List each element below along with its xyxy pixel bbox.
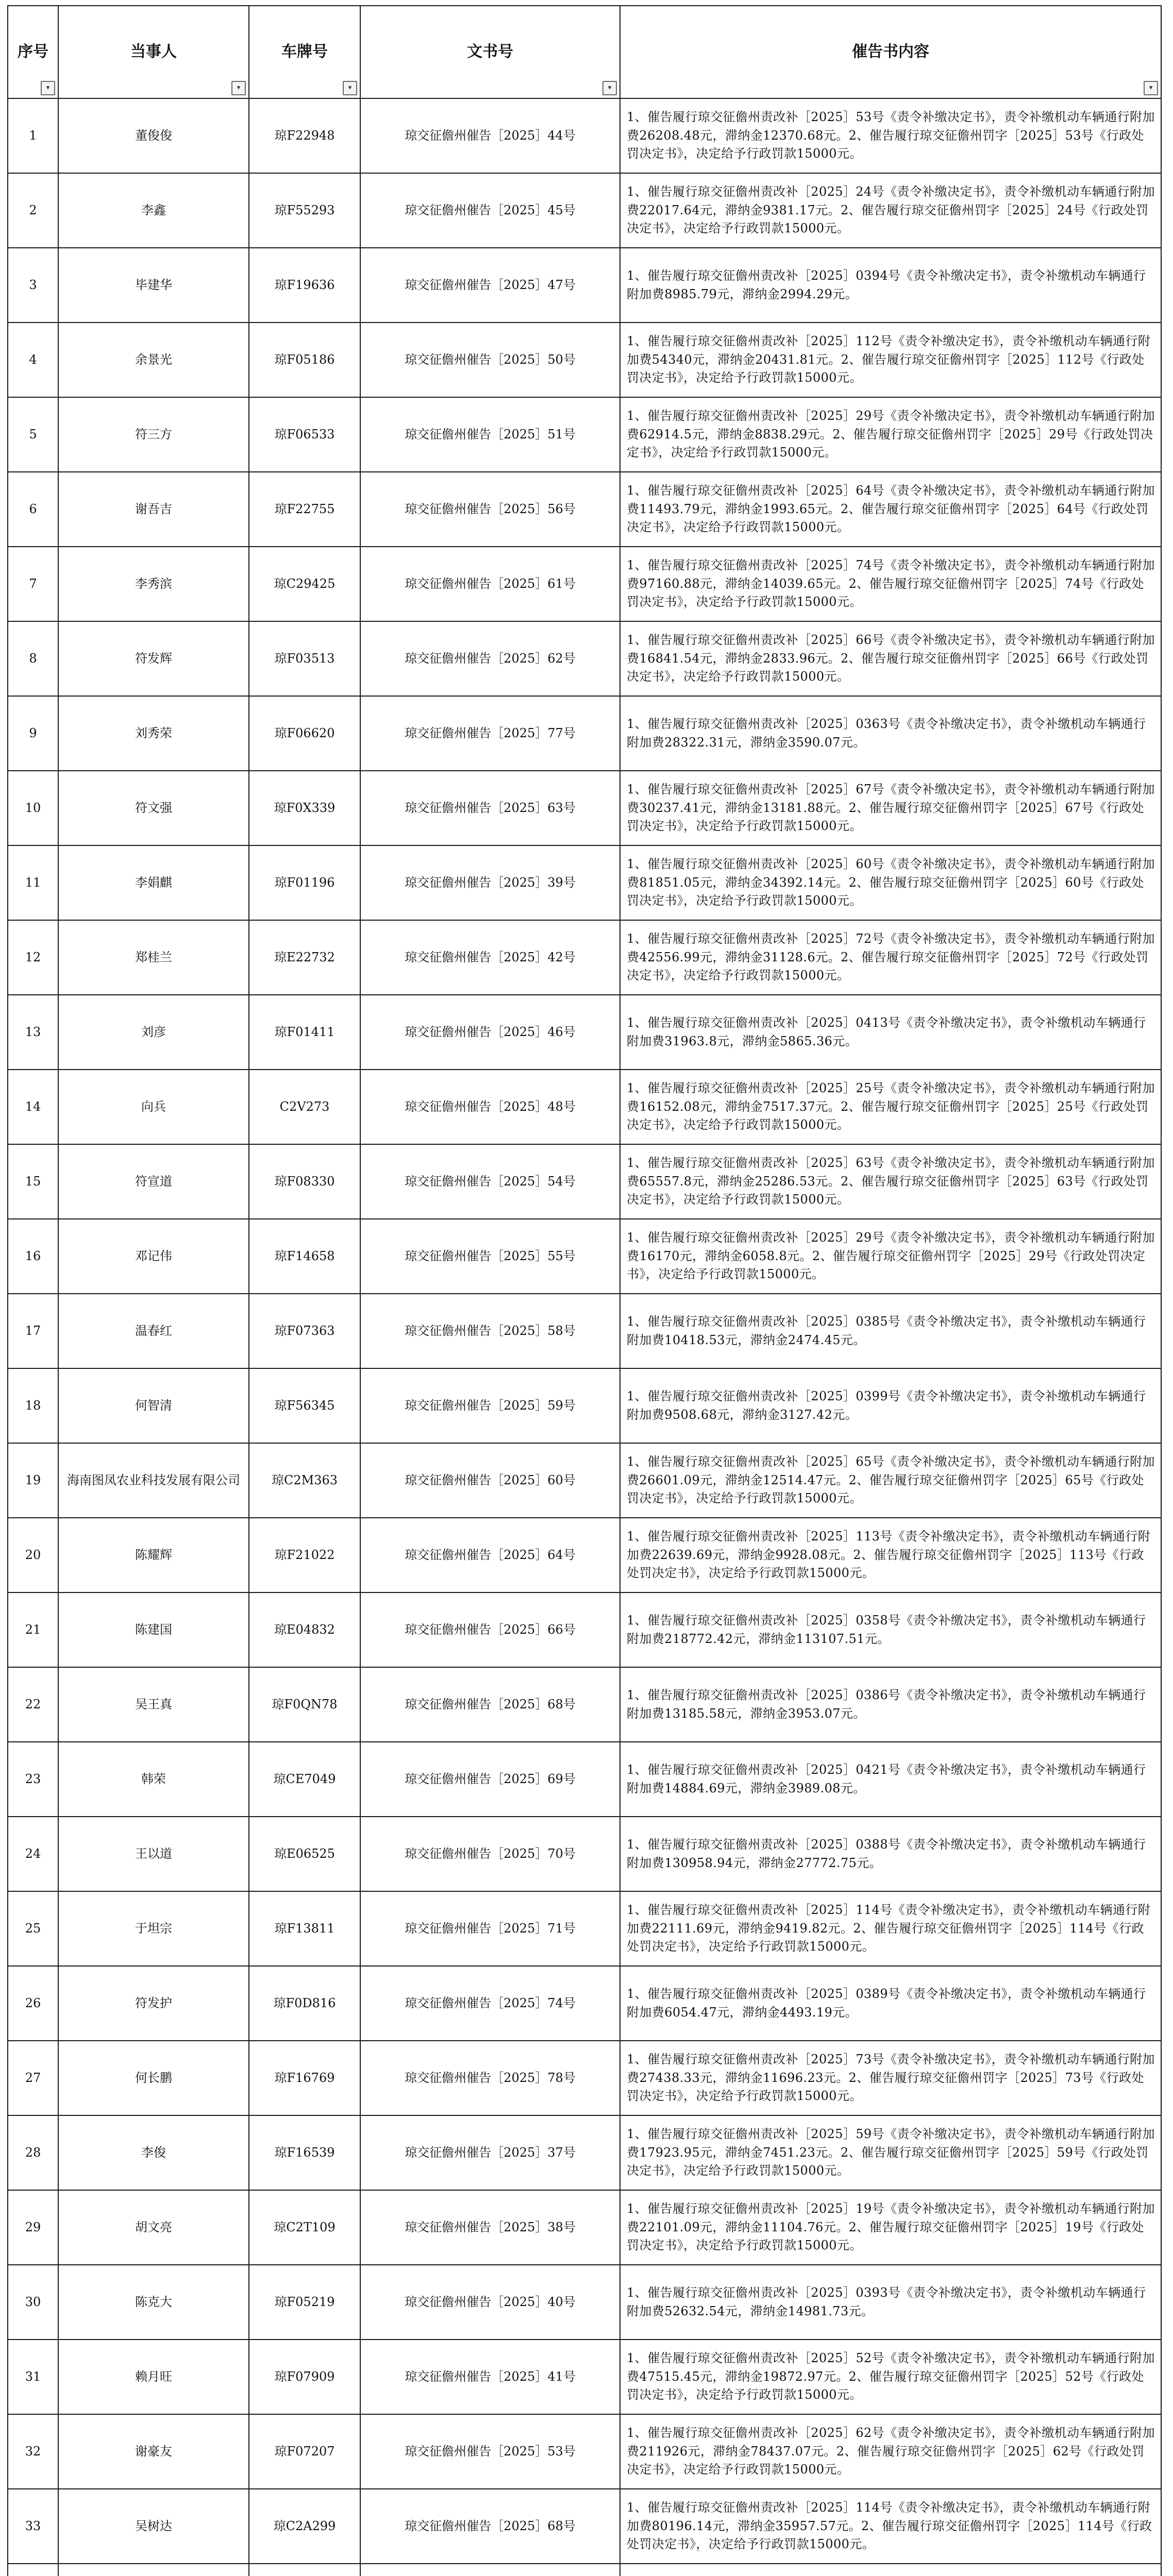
cell-doc[interactable]: 琼交征儋州催告［2025］50号 xyxy=(360,323,620,397)
cell-no[interactable]: 8 xyxy=(8,621,58,696)
cell-plate[interactable]: 琼F01196 xyxy=(249,845,360,920)
table-row xyxy=(8,173,1161,248)
table-row xyxy=(8,1368,1161,1443)
cell-doc[interactable]: 琼交征儋州催告［2025］62号 xyxy=(360,621,620,696)
cell-party[interactable]: 陈建国 xyxy=(58,1592,249,1667)
cell-plate[interactable] xyxy=(249,2564,360,2576)
header-party xyxy=(58,6,249,98)
cell-party[interactable] xyxy=(58,2564,249,2576)
cell-party[interactable]: 符宣道 xyxy=(58,1144,249,1219)
table-row xyxy=(8,1966,1161,2041)
cell-party[interactable]: 谢豪友 xyxy=(58,2414,249,2489)
cell-content[interactable]: 1、催告履行琼交征儋州责改补［2025］29号《责令补缴决定书》，责令补缴机动车辆通行附加费62914.5元，滞纳金8838.29元。2、催告履行琼交征儋州罚字［2025］29号《行政处罚决定书》，决定给予行政罚款15000元。 xyxy=(620,397,1161,472)
cell-plate[interactable]: 琼F55293 xyxy=(249,173,360,248)
cell-party[interactable]: 谢吾吉 xyxy=(58,472,249,547)
table-row xyxy=(8,696,1161,771)
table-row xyxy=(8,323,1161,397)
cell-doc[interactable]: 琼交征儋州催告［2025］70号 xyxy=(360,1817,620,1891)
cell-doc[interactable]: 琼交征儋州催告［2025］71号 xyxy=(360,1891,620,1966)
cell-plate[interactable]: 琼F16769 xyxy=(249,2041,360,2115)
cell-party[interactable]: 何智清 xyxy=(58,1368,249,1443)
cell-party[interactable]: 何长鹏 xyxy=(58,2041,249,2115)
cell-party[interactable]: 刘秀荣 xyxy=(58,696,249,771)
header-doc-label: 文书号 xyxy=(467,42,513,61)
cell-party[interactable]: 李俊 xyxy=(58,2115,249,2190)
cell-no[interactable]: 7 xyxy=(8,547,58,621)
table-row xyxy=(8,98,1161,173)
cell-no[interactable] xyxy=(8,2564,58,2576)
cell-plate[interactable]: 琼F05186 xyxy=(249,323,360,397)
table-row xyxy=(8,1219,1161,1294)
cell-no[interactable]: 29 xyxy=(8,2190,58,2265)
cell-party[interactable]: 董俊俊 xyxy=(58,98,249,173)
cell-content[interactable]: 1、催告履行琼交征儋州责改补［2025］65号《责令补缴决定书》，责令补缴机动车辆通行附加费26601.09元，滞纳金12514.47元。2、催告履行琼交征儋州罚字［2025］65号《行政处罚决定书》，决定给予行政罚款15000元。 xyxy=(620,1443,1161,1518)
cell-party[interactable]: 海南图凤农业科技发展有限公司 xyxy=(58,1443,249,1518)
cell-doc[interactable]: 琼交征儋州催告［2025］61号 xyxy=(360,547,620,621)
cell-content[interactable]: 1、催告履行琼交征儋州责改补［2025］0363号《责令补缴决定书》，责令补缴机动车辆通行附加费28322.31元，滞纳金3590.07元。 xyxy=(620,696,1161,771)
cell-no[interactable]: 1 xyxy=(8,98,58,173)
table-row xyxy=(8,472,1161,547)
cell-party[interactable]: 余景光 xyxy=(58,323,249,397)
cell-plate[interactable]: 琼F0X339 xyxy=(249,771,360,845)
cell-no[interactable]: 31 xyxy=(8,2340,58,2414)
header-doc xyxy=(360,6,620,98)
cell-content[interactable]: 1、催告履行琼交征儋州责改补［2025］63号《责令补缴决定书》，责令补缴机动车辆通行附加费65557.8元，滞纳金25286.53元。2、催告履行琼交征儋州罚字［2025］63号《行政处罚决定书》，决定给予行政罚款15000元。 xyxy=(620,1144,1161,1219)
cell-no[interactable]: 19 xyxy=(8,1443,58,1518)
cell-no[interactable]: 13 xyxy=(8,995,58,1070)
cell-doc[interactable]: 琼交征儋州催告［2025］38号 xyxy=(360,2190,620,2265)
cell-party[interactable]: 陈克大 xyxy=(58,2265,249,2340)
cell-no[interactable]: 24 xyxy=(8,1817,58,1891)
cell-no[interactable]: 5 xyxy=(8,397,58,472)
cell-plate[interactable]: 琼F16539 xyxy=(249,2115,360,2190)
cell-no[interactable]: 3 xyxy=(8,248,58,323)
cell-content[interactable]: 1、催告履行琼交征儋州责改补［2025］113号《责令补缴决定书》，责令补缴机动车辆通行附加费22639.69元，滞纳金9928.08元。2、催告履行琼交征儋州罚字［2025］113号《行政处罚决定书》，决定给予行政罚款15000元。 xyxy=(620,1518,1161,1592)
cell-plate[interactable]: 琼F14658 xyxy=(249,1219,360,1294)
table-row xyxy=(8,2414,1161,2489)
cell-no[interactable]: 11 xyxy=(8,845,58,920)
cell-doc[interactable]: 琼交征儋州催告［2025］59号 xyxy=(360,1368,620,1443)
cell-party[interactable]: 吴王真 xyxy=(58,1667,249,1742)
cell-party[interactable]: 陈耀辉 xyxy=(58,1518,249,1592)
cell-doc[interactable]: 琼交征儋州催告［2025］69号 xyxy=(360,1742,620,1817)
cell-no[interactable]: 12 xyxy=(8,920,58,995)
cell-content[interactable]: 1、催告履行琼交征儋州责改补［2025］0413号《责令补缴决定书》，责令补缴机动车辆通行附加费31963.8元，滞纳金5865.36元。 xyxy=(620,995,1161,1070)
cell-no[interactable]: 23 xyxy=(8,1742,58,1817)
header-party-label: 当事人 xyxy=(130,42,177,61)
cell-content[interactable]: 1、催告履行琼交征儋州责改补［2025］0399号《责令补缴决定书》，责令补缴机动车辆通行附加费9508.68元，滞纳金3127.42元。 xyxy=(620,1368,1161,1443)
table-row xyxy=(8,2115,1161,2190)
cell-plate[interactable]: 琼CE7049 xyxy=(249,1742,360,1817)
cell-no[interactable]: 10 xyxy=(8,771,58,845)
table-row xyxy=(8,2489,1161,2564)
cell-doc[interactable]: 琼交征儋州催告［2025］78号 xyxy=(360,2041,620,2115)
cell-no[interactable]: 27 xyxy=(8,2041,58,2115)
table-row xyxy=(8,2190,1161,2265)
cell-party[interactable]: 吴树达 xyxy=(58,2489,249,2564)
cell-no[interactable]: 14 xyxy=(8,1070,58,1144)
filter-dropdown-icon[interactable]: ▾ xyxy=(231,81,246,95)
spreadsheet-table-container xyxy=(7,5,1161,2576)
table-row xyxy=(8,2340,1161,2414)
table-row xyxy=(8,1667,1161,1742)
cell-content[interactable]: 1、催告履行琼交征儋州责改补［2025］0394号《责令补缴决定书》，责令补缴机动车辆通行附加费8985.79元，滞纳金2994.29元。 xyxy=(620,248,1161,323)
cell-party[interactable]: 于坦宗 xyxy=(58,1891,249,1966)
table-row xyxy=(8,621,1161,696)
cell-content[interactable]: 1、催告履行琼交征儋州责改补［2025］53号《责令补缴决定书》，责令补缴机动车辆通行附加费26208.48元，滞纳金12370.68元。2、催告履行琼交征儋州罚字［2025］53号《行政处罚决定书》，决定给予行政罚款15000元。 xyxy=(620,98,1161,173)
cell-content[interactable]: 1、催告履行琼交征儋州责改补［2025］0393号《责令补缴决定书》，责令补缴机动车辆通行附加费52632.54元，滞纳金14981.73元。 xyxy=(620,2265,1161,2340)
cell-plate[interactable]: 琼C2T109 xyxy=(249,2190,360,2265)
cell-party[interactable]: 毕建华 xyxy=(58,248,249,323)
cell-party[interactable]: 符三方 xyxy=(58,397,249,472)
cell-doc[interactable]: 琼交征儋州催告［2025］41号 xyxy=(360,2340,620,2414)
cell-doc[interactable]: 琼交征儋州催告［2025］74号 xyxy=(360,1966,620,2041)
cell-doc[interactable]: 琼交征儋州催告［2025］68号 xyxy=(360,2489,620,2564)
cell-plate[interactable]: 琼F22755 xyxy=(249,472,360,547)
cell-plate[interactable]: 琼F03513 xyxy=(249,621,360,696)
cell-doc[interactable]: 琼交征儋州催告［2025］45号 xyxy=(360,173,620,248)
cell-plate[interactable]: 琼E22732 xyxy=(249,920,360,995)
cell-no[interactable]: 6 xyxy=(8,472,58,547)
cell-doc[interactable]: 琼交征儋州催告［2025］68号 xyxy=(360,1667,620,1742)
cell-plate[interactable]: 琼F07909 xyxy=(249,2340,360,2414)
cell-no[interactable]: 33 xyxy=(8,2489,58,2564)
cell-plate[interactable]: 琼F56345 xyxy=(249,1368,360,1443)
cell-content[interactable]: 1、催告履行琼交征儋州责改补［2025］74号《责令补缴决定书》，责令补缴机动车辆通行附加费97160.88元，滞纳金14039.65元。2、催告履行琼交征儋州罚字［2025］74号《行政处罚决定书》，决定给予行政罚款15000元。 xyxy=(620,547,1161,621)
cell-doc[interactable]: 琼交征儋州催告［2025］44号 xyxy=(360,98,620,173)
table-row xyxy=(8,2265,1161,2340)
cell-content[interactable]: 1、催告履行琼交征儋州责改补［2025］0388号《责令补缴决定书》，责令补缴机动车辆通行附加费130958.94元，滞纳金27772.75元。 xyxy=(620,1817,1161,1891)
cell-plate[interactable]: 琼F05219 xyxy=(249,2265,360,2340)
cell-plate[interactable]: 琼F06620 xyxy=(249,696,360,771)
cell-no[interactable]: 2 xyxy=(8,173,58,248)
cell-no[interactable]: 25 xyxy=(8,1891,58,1966)
cell-content[interactable]: 1、催告履行琼交征儋州责改补［2025］114号《责令补缴决定书》，责令补缴机动车辆通行附加费22111.69元，滞纳金9419.82元。2、催告履行琼交征儋州罚字［2025］114号《行政处罚决定书》，决定给予行政罚款15000元。 xyxy=(620,1891,1161,1966)
table-body xyxy=(8,98,1161,2576)
filter-dropdown-icon[interactable]: ▾ xyxy=(41,81,55,95)
cell-plate[interactable]: 琼E04832 xyxy=(249,1592,360,1667)
cell-content[interactable]: 1、催告履行琼交征儋州责改补［2025］72号《责令补缴决定书》，责令补缴机动车辆通行附加费42556.99元，滞纳金31128.6元。2、催告履行琼交征儋州罚字［2025］72号《行政处罚决定书》，决定给予行政罚款15000元。 xyxy=(620,920,1161,995)
cell-doc[interactable]: 琼交征儋州催告［2025］51号 xyxy=(360,397,620,472)
cell-party[interactable]: 郑桂兰 xyxy=(58,920,249,995)
cell-doc[interactable] xyxy=(360,2564,620,2576)
cell-doc[interactable]: 琼交征儋州催告［2025］66号 xyxy=(360,1592,620,1667)
cell-content[interactable]: 1、催告履行琼交征儋州责改补［2025］0421号《责令补缴决定书》，责令补缴机动车辆通行附加费14884.69元，滞纳金3989.08元。 xyxy=(620,1742,1161,1817)
cell-content[interactable]: 1、催告履行琼交征儋州责改补［2025］0389号《责令补缴决定书》，责令补缴机动车辆通行附加费6054.47元，滞纳金4493.19元。 xyxy=(620,1966,1161,2041)
cell-content[interactable]: 1、催告履行琼交征儋州责改补［2025］0386号《责令补缴决定书》，责令补缴机动车辆通行附加费13185.58元，滞纳金3953.07元。 xyxy=(620,1667,1161,1742)
cell-doc[interactable]: 琼交征儋州催告［2025］56号 xyxy=(360,472,620,547)
table-row xyxy=(8,248,1161,323)
cell-content[interactable]: 1、催告履行琼交征儋州责改补［2025］114号《责令补缴决定书》，责令补缴机动车辆通行附加费80196.14元，滞纳金35957.57元。2、催告履行琼交征儋州罚字［2025］114号《行政处罚决定书》，决定给予行政罚款15000元。 xyxy=(620,2489,1161,2564)
cell-plate[interactable]: 琼F08330 xyxy=(249,1144,360,1219)
cell-no[interactable]: 32 xyxy=(8,2414,58,2489)
cell-content[interactable]: 1、催告履行琼交征儋州责改补［2025］52号《责令补缴决定书》，责令补缴机动车辆通行附加费47515.45元，滞纳金19872.97元。2、催告履行琼交征儋州罚字［2025］52号《行政处罚决定书》，决定给予行政罚款15000元。 xyxy=(620,2340,1161,2414)
header-plate xyxy=(249,6,360,98)
header-content-label: 催告书内容 xyxy=(852,42,929,61)
cell-plate[interactable]: 琼F22948 xyxy=(249,98,360,173)
cell-plate[interactable]: 琼C29425 xyxy=(249,547,360,621)
cell-party[interactable]: 王以道 xyxy=(58,1817,249,1891)
cell-party[interactable]: 邓记伟 xyxy=(58,1219,249,1294)
cell-no[interactable]: 17 xyxy=(8,1294,58,1368)
cell-plate[interactable]: 琼F06533 xyxy=(249,397,360,472)
cell-content[interactable]: 1、催告履行琼交征儋州责改补［2025］60号《责令补缴决定书》，责令补缴机动车辆通行附加费81851.05元，滞纳金34392.14元。2、催告履行琼交征儋州罚字［2025］60号《行政处罚决定书》，决定给予行政罚款15000元。 xyxy=(620,845,1161,920)
cell-content[interactable]: 1、催告履行琼交征儋州责改补［2025］62号《责令补缴决定书》，责令补缴机动车辆通行附加费211926元，滞纳金78437.07元。2、催告履行琼交征儋州罚字［2025］62号《行政处罚决定书》，决定给予行政罚款15000元。 xyxy=(620,2414,1161,2489)
cell-party[interactable]: 赖月旺 xyxy=(58,2340,249,2414)
cell-no[interactable]: 26 xyxy=(8,1966,58,2041)
cell-plate[interactable]: 琼C2A299 xyxy=(249,2489,360,2564)
cell-content[interactable]: 1、催告履行琼交征儋州责改补［2025］73号《责令补缴决定书》，责令补缴机动车辆通行附加费27438.33元，滞纳金11696.23元。2、催告履行琼交征儋州罚字［2025］73号《行政处罚决定书》，决定给予行政罚款15000元。 xyxy=(620,2041,1161,2115)
cell-content[interactable]: 1、催告履行琼交征儋州责改补［2025］59号《责令补缴决定书》，责令补缴机动车辆通行附加费17923.95元，滞纳金7451.23元。2、催告履行琼交征儋州罚字［2025］59号《行政处罚决定书》，决定给予行政罚款15000元。 xyxy=(620,2115,1161,2190)
cell-no[interactable]: 18 xyxy=(8,1368,58,1443)
cell-plate[interactable]: 琼F13811 xyxy=(249,1891,360,1966)
header-no xyxy=(8,6,58,98)
cell-party[interactable]: 胡文亮 xyxy=(58,2190,249,2265)
cell-doc[interactable]: 琼交征儋州催告［2025］77号 xyxy=(360,696,620,771)
table-row xyxy=(8,920,1161,995)
cell-doc[interactable]: 琼交征儋州催告［2025］58号 xyxy=(360,1294,620,1368)
cell-doc[interactable]: 琼交征儋州催告［2025］54号 xyxy=(360,1144,620,1219)
cell-no[interactable]: 9 xyxy=(8,696,58,771)
cell-plate[interactable]: 琼F19636 xyxy=(249,248,360,323)
header-row xyxy=(8,6,1161,98)
cell-doc[interactable]: 琼交征儋州催告［2025］48号 xyxy=(360,1070,620,1144)
header-plate-label: 车牌号 xyxy=(281,42,328,61)
filter-dropdown-icon[interactable]: ▾ xyxy=(343,81,357,95)
cell-no[interactable]: 22 xyxy=(8,1667,58,1742)
cell-plate[interactable]: 琼F21022 xyxy=(249,1518,360,1592)
table-row xyxy=(8,397,1161,472)
filter-dropdown-icon[interactable]: ▾ xyxy=(1144,81,1158,95)
cell-doc[interactable]: 琼交征儋州催告［2025］64号 xyxy=(360,1518,620,1592)
cell-content[interactable]: 1、催告履行琼交征儋州责改补［2025］0385号《责令补缴决定书》，责令补缴机动车辆通行附加费10418.53元，滞纳金2474.45元。 xyxy=(620,1294,1161,1368)
cell-doc[interactable]: 琼交征儋州催告［2025］53号 xyxy=(360,2414,620,2489)
cell-plate[interactable]: 琼E06525 xyxy=(249,1817,360,1891)
cell-no[interactable]: 15 xyxy=(8,1144,58,1219)
cell-doc[interactable]: 琼交征儋州催告［2025］63号 xyxy=(360,771,620,845)
cell-party[interactable]: 李娟麒 xyxy=(58,845,249,920)
cell-no[interactable]: 4 xyxy=(8,323,58,397)
table-row xyxy=(8,1518,1161,1592)
cell-doc[interactable]: 琼交征儋州催告［2025］40号 xyxy=(360,2265,620,2340)
cell-content[interactable]: 1、催告履行琼交征儋州责改补［2025］67号《责令补缴决定书》，责令补缴机动车辆通行附加费30237.41元，滞纳金13181.88元。2、催告履行琼交征儋州罚字［2025］67号《行政处罚决定书》，决定给予行政罚款15000元。 xyxy=(620,771,1161,845)
cell-content[interactable]: 1、催告履行琼交征儋州责改补［2025］64号《责令补缴决定书》，责令补缴机动车辆通行附加费11493.79元，滞纳金1993.65元。2、催告履行琼交征儋州罚字［2025］64号《行政处罚决定书》，决定给予行政罚款15000元。 xyxy=(620,472,1161,547)
table-row xyxy=(8,1891,1161,1966)
table-row xyxy=(8,1817,1161,1891)
cell-no[interactable]: 16 xyxy=(8,1219,58,1294)
table-row xyxy=(8,1144,1161,1219)
cell-content[interactable]: 1、催告履行琼交征儋州责改补［2025］25号《责令补缴决定书》，责令补缴机动车辆通行附加费16152.08元，滞纳金7517.37元。2、催告履行琼交征儋州罚字［2025］25号《行政处罚决定书》，决定给予行政罚款15000元。 xyxy=(620,1070,1161,1144)
cell-content[interactable]: 1、催告履行琼交征儋州责改补［2025］29号《责令补缴决定书》，责令补缴机动车辆通行附加费16170元，滞纳金6058.8元。2、催告履行琼交征儋州罚字［2025］29号《行政处罚决定书》，决定给予行政罚款15000元。 xyxy=(620,1219,1161,1294)
table-row xyxy=(8,547,1161,621)
notice-table xyxy=(7,5,1162,2576)
cell-plate[interactable]: 琼C2M363 xyxy=(249,1443,360,1518)
cell-party[interactable]: 向兵 xyxy=(58,1070,249,1144)
table-row xyxy=(8,771,1161,845)
cell-no[interactable]: 21 xyxy=(8,1592,58,1667)
table-row xyxy=(8,1294,1161,1368)
cell-party[interactable]: 符发辉 xyxy=(58,621,249,696)
cell-plate[interactable]: C2V273 xyxy=(249,1070,360,1144)
cell-party[interactable]: 李鑫 xyxy=(58,173,249,248)
cell-no[interactable]: 30 xyxy=(8,2265,58,2340)
table-row xyxy=(8,2564,1161,2576)
cell-content[interactable]: 1、催告履行琼交征儋州责改补［2025］19号《责令补缴决定书》，责令补缴机动车辆通行附加费22101.09元，滞纳金11104.76元。2、催告履行琼交征儋州罚字［2025］19号《行政处罚决定书》，决定给予行政罚款15000元。 xyxy=(620,2190,1161,2265)
cell-party[interactable]: 韩荣 xyxy=(58,1742,249,1817)
cell-party[interactable]: 符文强 xyxy=(58,771,249,845)
cell-doc[interactable]: 琼交征儋州催告［2025］60号 xyxy=(360,1443,620,1518)
cell-doc[interactable]: 琼交征儋州催告［2025］37号 xyxy=(360,2115,620,2190)
cell-content[interactable]: 1、催告履行琼交征儋州责改补［2025］66号《责令补缴决定书》，责令补缴机动车辆通行附加费16841.54元，滞纳金2833.96元。2、催告履行琼交征儋州罚字［2025］66号《行政处罚决定书》，决定给予行政罚款15000元。 xyxy=(620,621,1161,696)
cell-content[interactable]: 1、催告履行琼交征儋州责改补［2025］0358号《责令补缴决定书》，责令补缴机动车辆通行附加费218772.42元，滞纳金113107.51元。 xyxy=(620,1592,1161,1667)
cell-no[interactable]: 28 xyxy=(8,2115,58,2190)
cell-party[interactable]: 李秀滨 xyxy=(58,547,249,621)
filter-dropdown-icon[interactable]: ▾ xyxy=(602,81,617,95)
cell-doc[interactable]: 琼交征儋州催告［2025］55号 xyxy=(360,1219,620,1294)
table-row xyxy=(8,1070,1161,1144)
cell-party[interactable]: 温春红 xyxy=(58,1294,249,1368)
header-no-label: 序号 xyxy=(18,42,48,61)
cell-party[interactable]: 符发护 xyxy=(58,1966,249,2041)
table-row xyxy=(8,2041,1161,2115)
cell-no[interactable]: 20 xyxy=(8,1518,58,1592)
table-row xyxy=(8,1742,1161,1817)
cell-content[interactable] xyxy=(620,2564,1161,2576)
cell-doc[interactable]: 琼交征儋州催告［2025］39号 xyxy=(360,845,620,920)
cell-party[interactable]: 刘彦 xyxy=(58,995,249,1070)
cell-content[interactable]: 1、催告履行琼交征儋州责改补［2025］112号《责令补缴决定书》，责令补缴机动车辆通行附加费54340元，滞纳金20431.81元。2、催告履行琼交征儋州罚字［2025］112号《行政处罚决定书》，决定给予行政罚款15000元。 xyxy=(620,323,1161,397)
table-row xyxy=(8,1443,1161,1518)
cell-doc[interactable]: 琼交征儋州催告［2025］46号 xyxy=(360,995,620,1070)
table-row xyxy=(8,1592,1161,1667)
cell-doc[interactable]: 琼交征儋州催告［2025］47号 xyxy=(360,248,620,323)
cell-content[interactable]: 1、催告履行琼交征儋州责改补［2025］24号《责令补缴决定书》，责令补缴机动车辆通行附加费22017.64元，滞纳金9381.17元。2、催告履行琼交征儋州罚字［2025］24号《行政处罚决定书》，决定给予行政罚款15000元。 xyxy=(620,173,1161,248)
cell-doc[interactable]: 琼交征儋州催告［2025］42号 xyxy=(360,920,620,995)
cell-plate[interactable]: 琼F0D816 xyxy=(249,1966,360,2041)
cell-plate[interactable]: 琼F07363 xyxy=(249,1294,360,1368)
cell-plate[interactable]: 琼F01411 xyxy=(249,995,360,1070)
cell-plate[interactable]: 琼F07207 xyxy=(249,2414,360,2489)
table-row xyxy=(8,845,1161,920)
cell-plate[interactable]: 琼F0QN78 xyxy=(249,1667,360,1742)
header-content xyxy=(620,6,1161,98)
table-row xyxy=(8,995,1161,1070)
